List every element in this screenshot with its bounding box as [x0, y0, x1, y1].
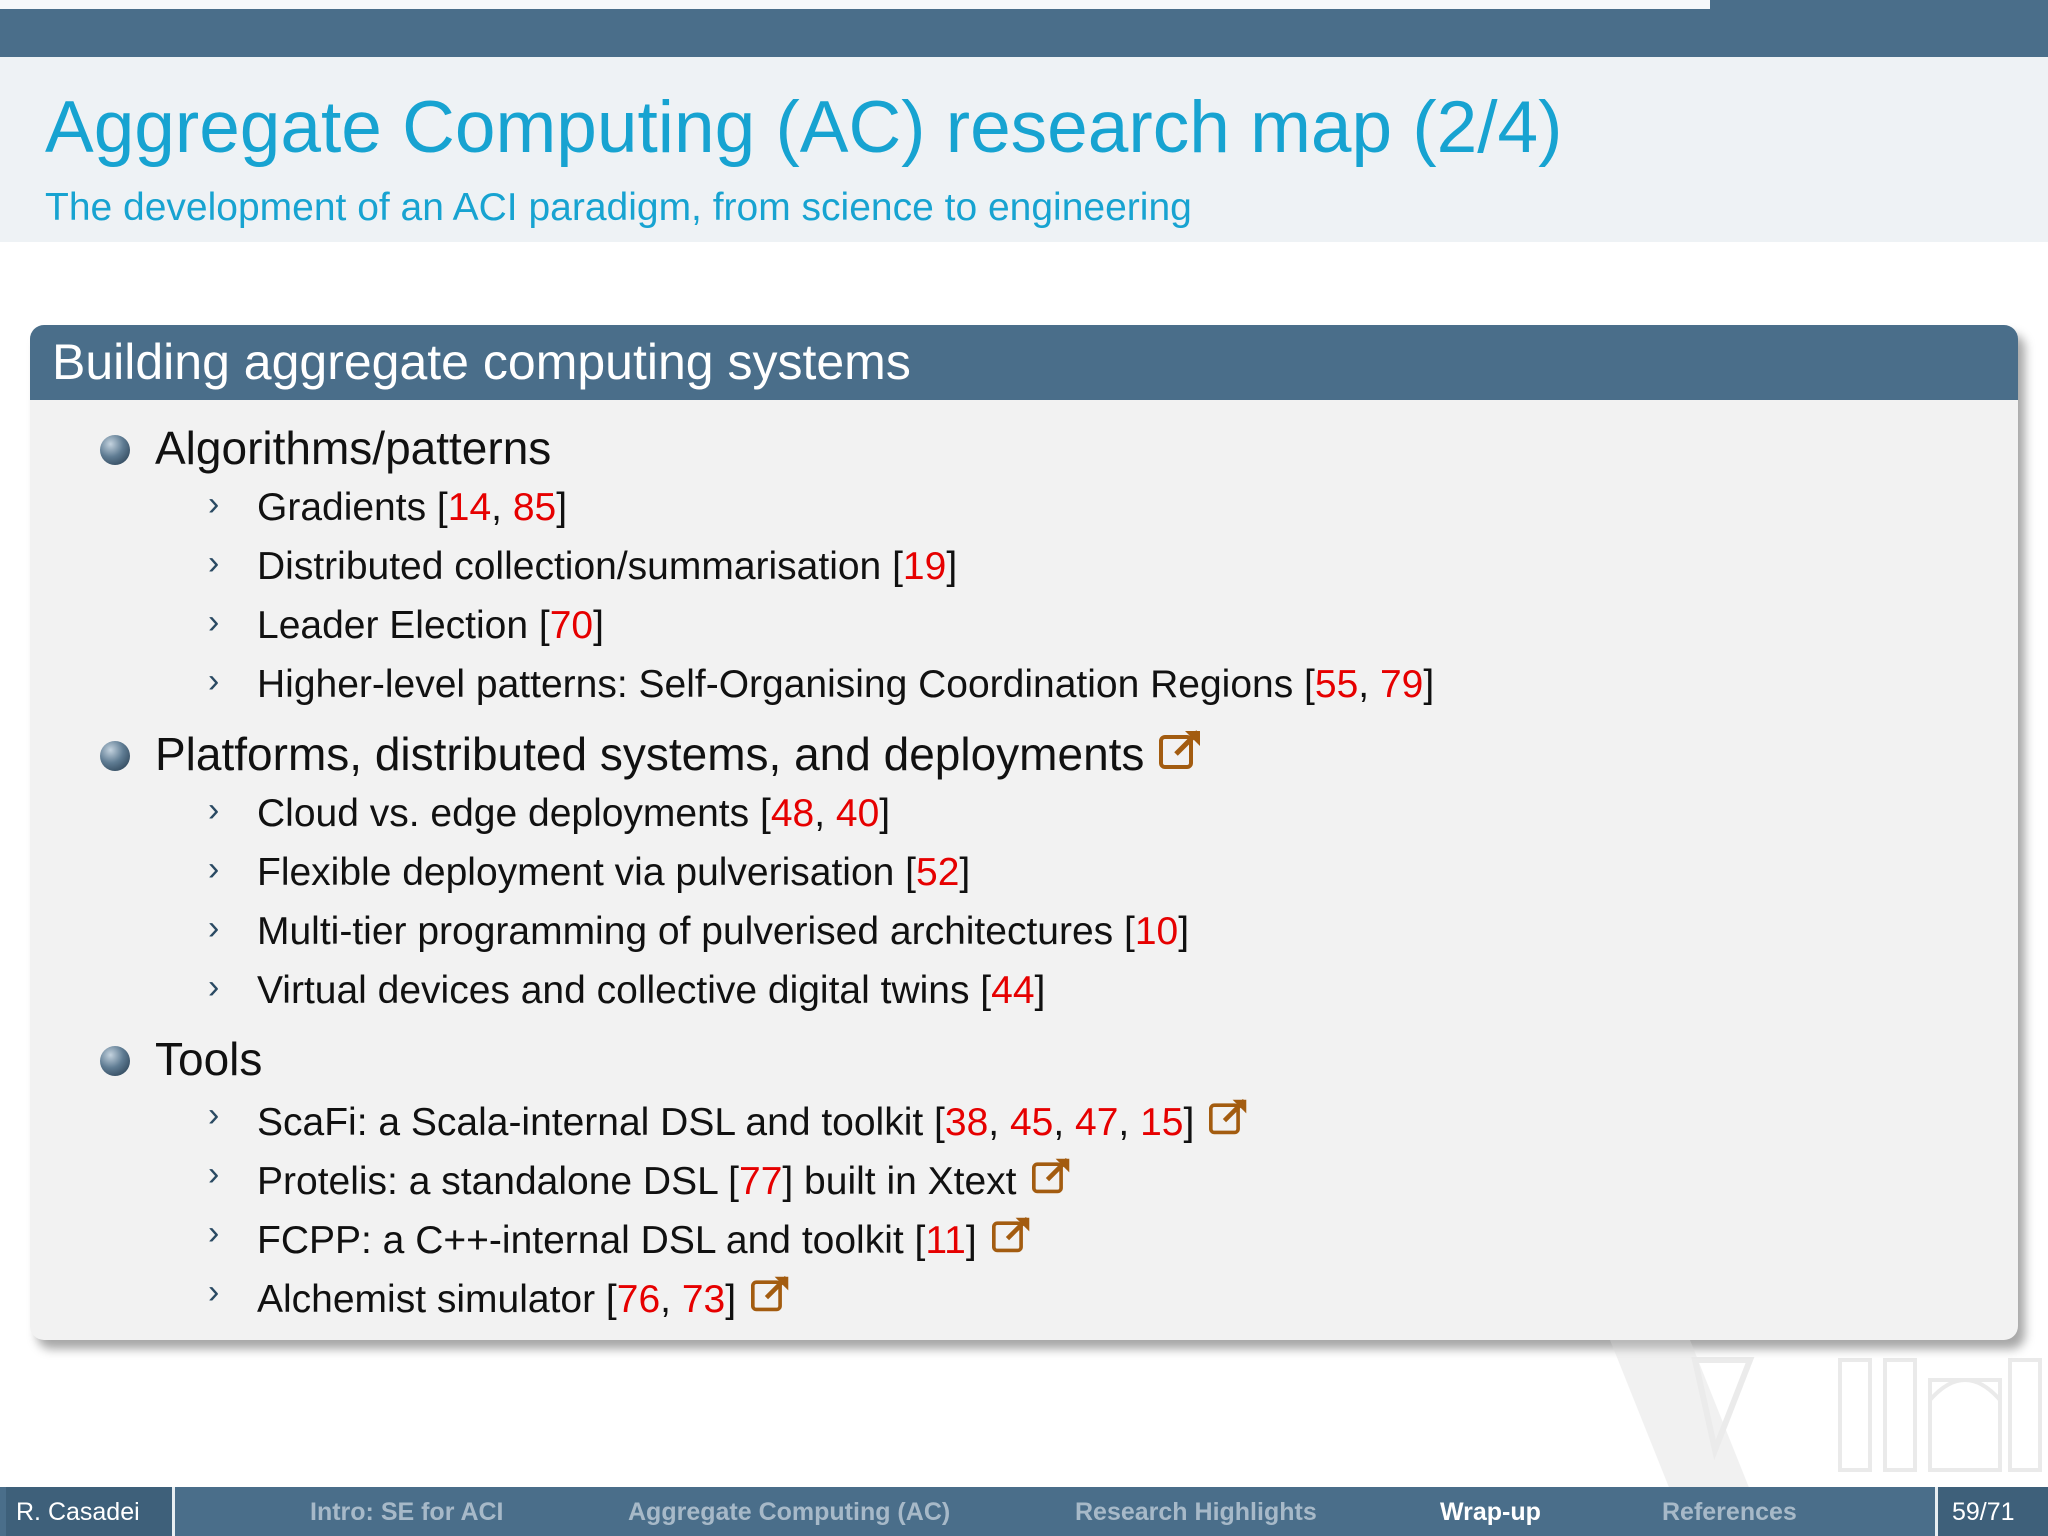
- chevron-right-icon: ›: [208, 1214, 220, 1252]
- footer-nav-intro[interactable]: Intro: SE for ACI: [310, 1498, 504, 1526]
- footer-nav-wrap-up[interactable]: Wrap-up: [1440, 1498, 1541, 1526]
- external-link-icon[interactable]: [1208, 1097, 1250, 1147]
- item-text: FCPP: a C++-internal DSL and toolkit [: [257, 1219, 926, 1262]
- chevron-right-icon: ›: [208, 544, 220, 582]
- chevron-right-icon: ›: [208, 603, 220, 641]
- list-item: [257, 851, 970, 895]
- item-text: Flexible deployment via pulverisation [: [257, 851, 917, 894]
- chevron-right-icon: ›: [208, 662, 220, 700]
- slide-title: Aggregate Computing (AC) research map (2/4): [45, 87, 1563, 168]
- page-number: 59/71: [1952, 1498, 2015, 1526]
- citation-link[interactable]: 48: [770, 792, 815, 835]
- item-suffix: ]: [1423, 663, 1435, 706]
- list-item: [257, 969, 1045, 1013]
- citation-link[interactable]: 15: [1140, 1101, 1184, 1144]
- citation-link[interactable]: 55: [1314, 663, 1359, 706]
- citation-link[interactable]: 10: [1134, 910, 1179, 953]
- section-label: [155, 727, 1204, 783]
- ball-bullet-icon: [100, 741, 130, 771]
- list-item: Alchemist simulator [76, 73]: [257, 1274, 792, 1324]
- ball-bullet-icon: [100, 1046, 130, 1076]
- citation-link[interactable]: 40: [835, 792, 880, 835]
- chevron-right-icon: ›: [208, 909, 220, 947]
- chevron-right-icon: ›: [208, 485, 220, 523]
- citation-link[interactable]: 44: [991, 969, 1035, 1012]
- item-suffix: ]: [556, 486, 568, 529]
- item-suffix: ]: [1034, 969, 1046, 1012]
- content-block: [30, 325, 2018, 1340]
- list-item: [257, 1156, 1073, 1206]
- external-link-icon[interactable]: [1158, 728, 1204, 783]
- chevron-right-icon: ›: [208, 968, 220, 1006]
- item-text: Cloud vs. edge deployments [: [257, 792, 771, 835]
- item-suffix: ]: [725, 1278, 737, 1321]
- chevron-right-icon: ›: [208, 791, 220, 829]
- item-suffix: ] built in Xtext: [782, 1160, 1017, 1203]
- citation-link[interactable]: 85: [512, 486, 557, 529]
- section-label: Tools: [155, 1033, 263, 1085]
- citation-link[interactable]: 45: [1009, 1101, 1054, 1144]
- section-label: Algorithms/patterns: [155, 422, 552, 474]
- item-text: Protelis: a standalone DSL [: [257, 1160, 739, 1203]
- item-suffix: ]: [965, 1219, 977, 1262]
- item-text: Distributed collection/summarisation [: [257, 545, 903, 588]
- citation-link[interactable]: 47: [1075, 1101, 1119, 1144]
- footer-author-box: [6, 1487, 175, 1536]
- footer-nav-research-highlights[interactable]: Research Highlights: [1075, 1498, 1317, 1526]
- citation-link[interactable]: 38: [944, 1101, 989, 1144]
- item-text: Gradients [: [257, 486, 448, 529]
- progress-strip: [1710, 0, 2048, 9]
- block-header: [30, 325, 2018, 400]
- item-suffix: ]: [1178, 910, 1190, 953]
- item-suffix: ]: [593, 604, 604, 647]
- citation-link[interactable]: 52: [916, 851, 960, 894]
- list-item: [257, 604, 604, 648]
- item-suffix: ]: [946, 545, 958, 588]
- item-suffix: ]: [879, 792, 891, 835]
- list-item: ScaFi: a Scala-internal DSL and toolkit [38, 45, 47, 15]: [257, 1097, 1250, 1147]
- item-text: Leader Election [: [257, 604, 550, 647]
- item-text: Higher-level patterns: Self-Organising Coordination Regions [: [257, 663, 1315, 706]
- chevron-right-icon: ›: [208, 1155, 220, 1193]
- external-link-icon[interactable]: [750, 1274, 792, 1324]
- list-item: Higher-level patterns: Self-Organising Coordination Regions [55, 79]: [257, 663, 1435, 706]
- section-label-text: Platforms, distributed systems, and deployments: [155, 728, 1145, 780]
- citation-link[interactable]: 11: [925, 1219, 966, 1262]
- item-suffix: ]: [959, 851, 971, 894]
- list-item: Cloud vs. edge deployments [48, 40]: [257, 792, 891, 835]
- chevron-right-icon: ›: [208, 850, 220, 888]
- slide-subtitle: The development of an ACI paradigm, from science to engineering: [45, 186, 1192, 229]
- citation-link[interactable]: 70: [549, 604, 594, 647]
- university-seal-watermark: [1600, 1340, 2048, 1490]
- citation-link[interactable]: 77: [739, 1160, 783, 1203]
- citation-link[interactable]: 76: [616, 1278, 661, 1321]
- citation-link[interactable]: 19: [902, 545, 947, 588]
- list-item: [257, 545, 957, 589]
- chevron-right-icon: ›: [208, 1273, 220, 1311]
- list-item: Gradients [14, 85]: [257, 486, 568, 529]
- list-item: [257, 910, 1189, 954]
- item-suffix: ]: [1183, 1101, 1195, 1144]
- item-text: Multi-tier programming of pulverised architectures [: [257, 910, 1135, 953]
- block-title: Building aggregate computing systems: [52, 334, 911, 390]
- citation-link[interactable]: 73: [681, 1278, 726, 1321]
- item-text: Alchemist simulator [: [257, 1278, 617, 1321]
- item-text: Virtual devices and collective digital twins [: [257, 969, 992, 1012]
- footer-nav-references[interactable]: References: [1662, 1498, 1797, 1526]
- footer-nav-aggregate-computing[interactable]: Aggregate Computing (AC): [628, 1498, 951, 1526]
- footer-author: R. Casadei: [16, 1498, 140, 1526]
- ball-bullet-icon: [100, 435, 130, 465]
- footer-bar: [0, 1487, 2048, 1536]
- external-link-icon[interactable]: [991, 1215, 1033, 1265]
- chevron-right-icon: ›: [208, 1096, 220, 1134]
- external-link-icon[interactable]: [1031, 1156, 1073, 1206]
- citation-link[interactable]: 14: [447, 486, 492, 529]
- item-text: ScaFi: a Scala-internal DSL and toolkit [: [257, 1101, 945, 1144]
- footer-page-box: [1935, 1487, 2048, 1536]
- citation-link[interactable]: 79: [1379, 663, 1424, 706]
- list-item: [257, 1215, 1033, 1265]
